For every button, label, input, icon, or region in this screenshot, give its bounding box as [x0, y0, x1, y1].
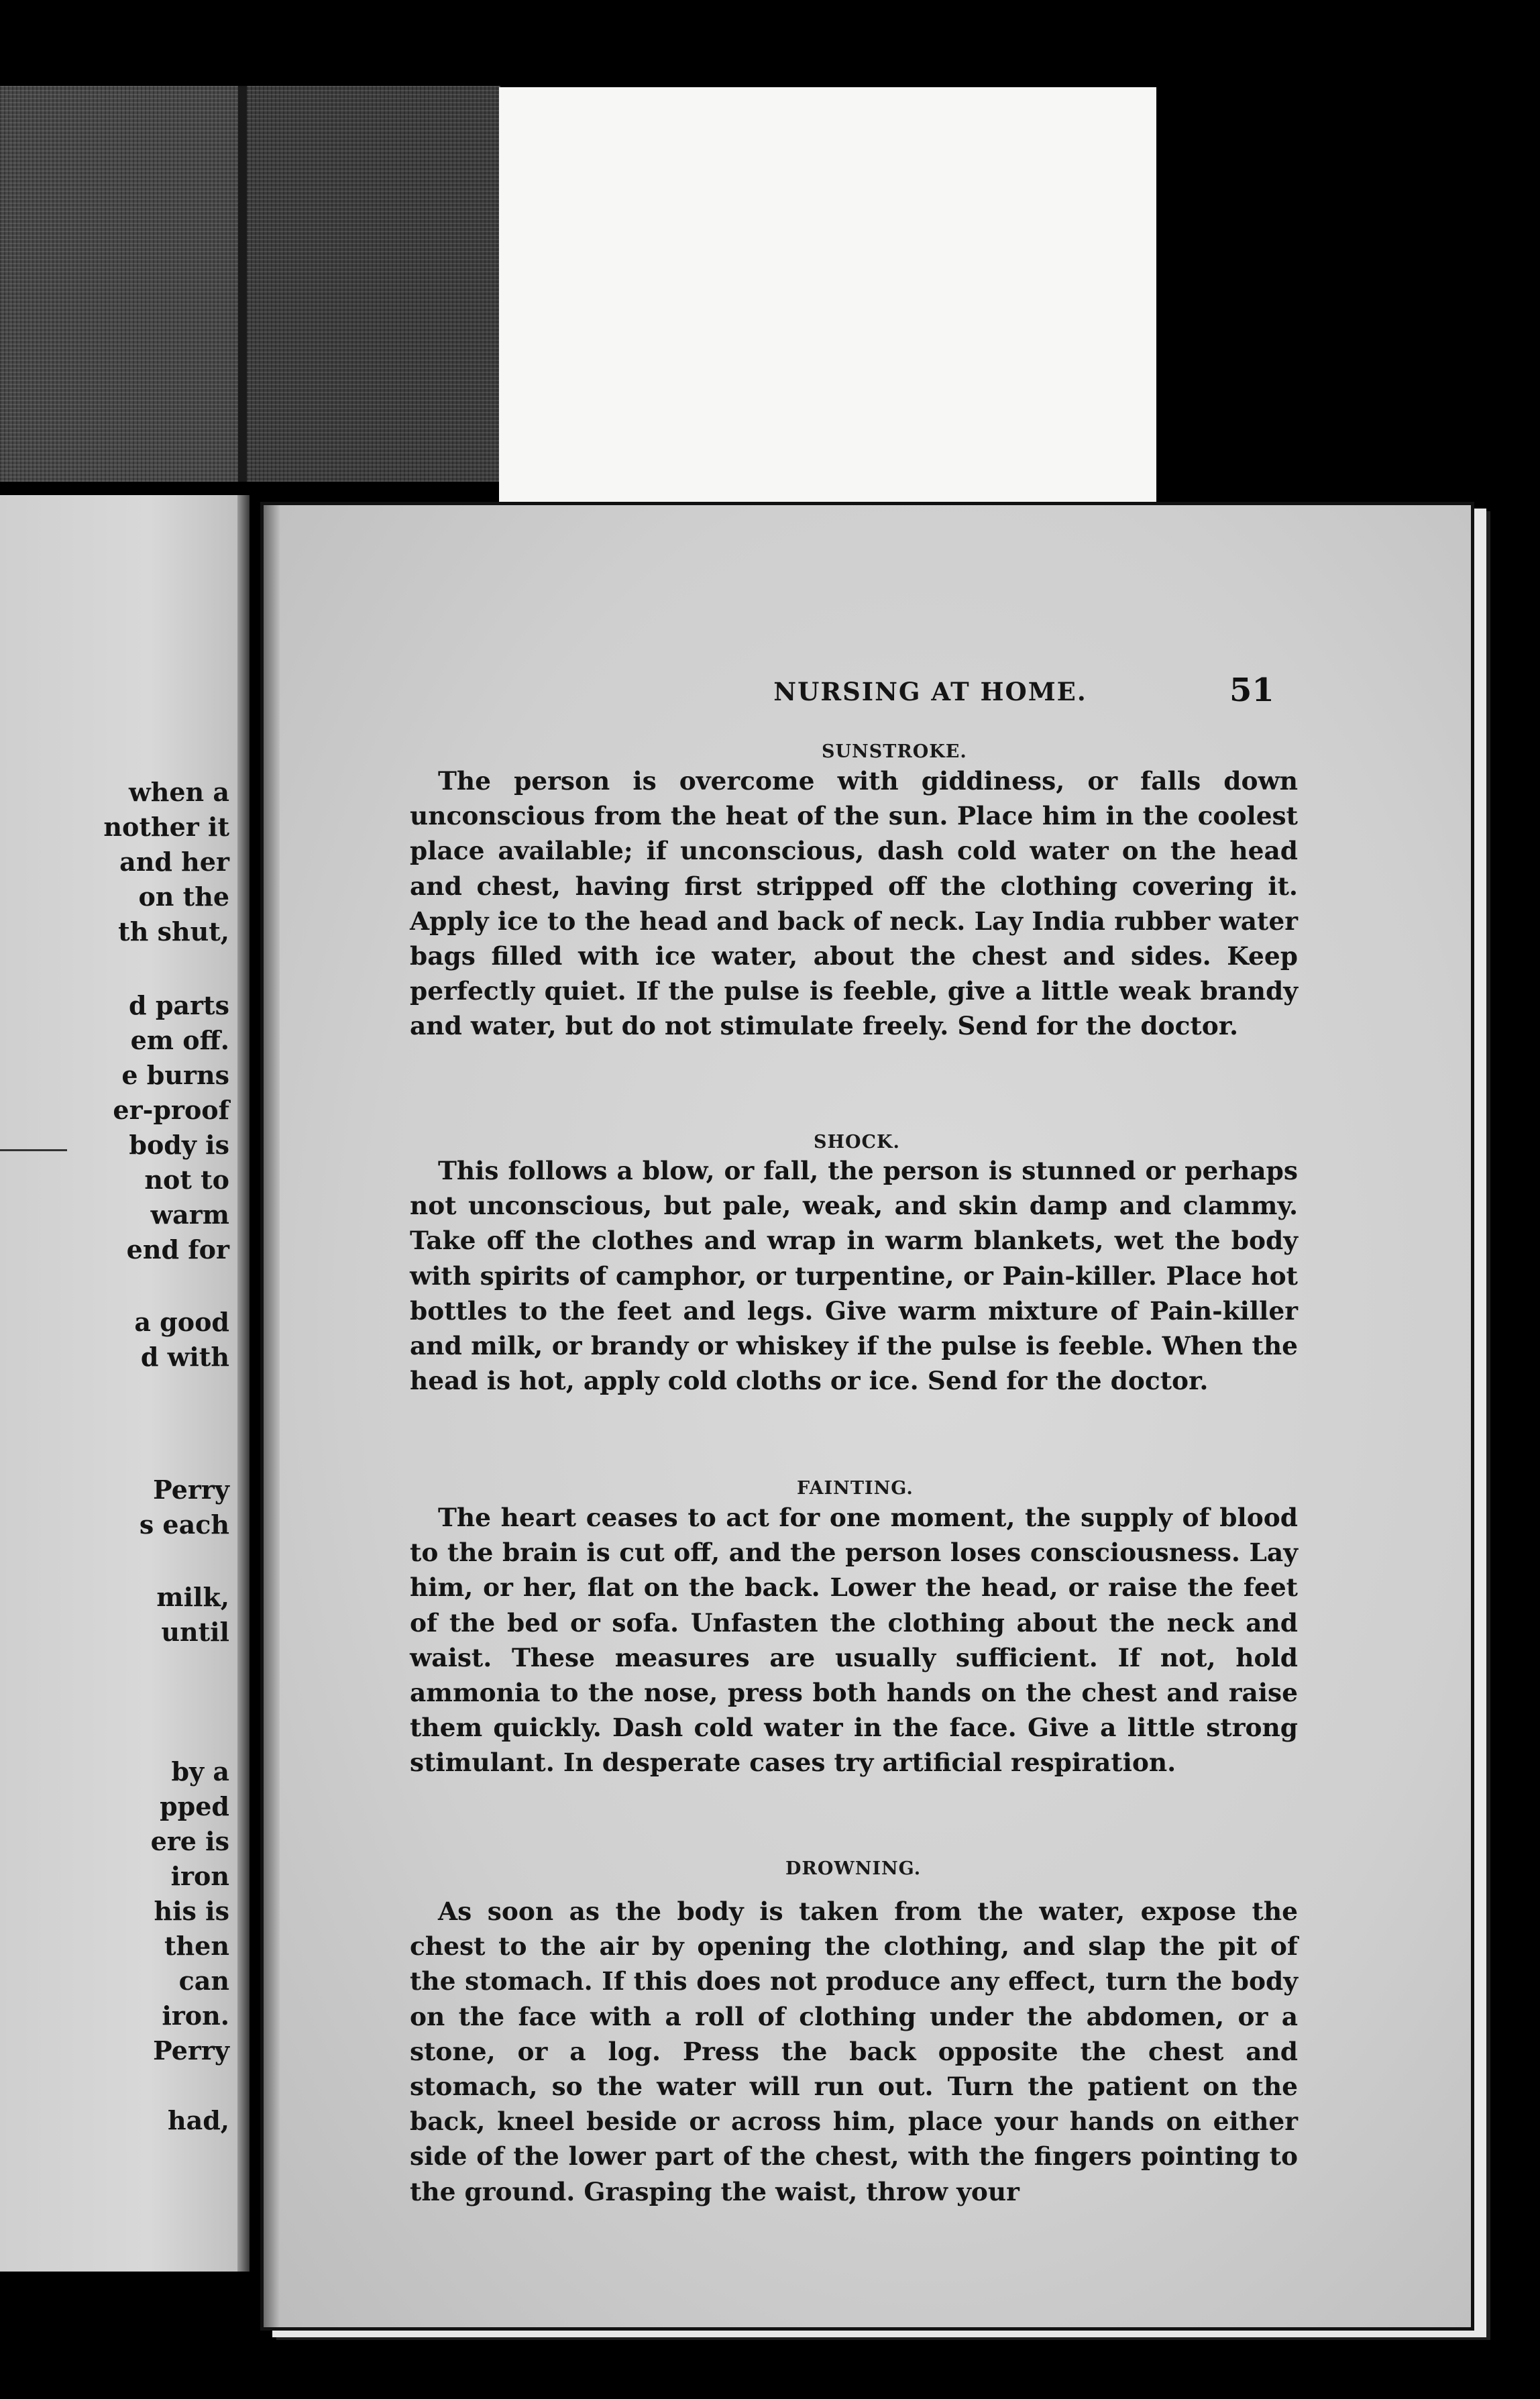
left-text-fragment: e burns — [121, 1060, 229, 1090]
left-text-fragment: then — [164, 1931, 229, 1961]
left-text-fragment: can — [178, 1966, 229, 1996]
left-text-fragment: iron — [170, 1861, 229, 1891]
section-text-drowning: As soon as the body is taken from the water, expose the chest to the air by opening the clothing, and slap the pit of the stomach. If this does not produce any effect, turn the body on the face with a roll of clothing under the abdomen, or a stone, or a log. Press the back opposite the chest and stomach, so the water will run out. Turn the patient on the back, kneel beside or across him, place your hands on either side of the lower part of the chest, with the fingers pointing to the ground. Grasping the waist, throw your — [410, 1897, 1298, 2206]
left-text-fragment: on the — [138, 882, 229, 912]
left-text-fragment: warm — [150, 1200, 229, 1230]
left-text-fragment: Perry — [153, 2035, 229, 2066]
left-text-fragment: had, — [167, 2105, 229, 2135]
section-text-shock: This follows a blow, or fall, the person is stunned or perhaps not unconscious, but pale, weak, and skin damp and clammy. Take off the clothes and wrap in warm blankets, wet the body with spirits of camphor, or turpentine, or Pain-killer. Place hot bottles to the feet and legs. Give warm mixture of Pain-killer and milk, or brandy or whiskey if the pulse is feeble. When the head is hot, apply cold cloths or ice. Send for the doctor. — [410, 1156, 1298, 1396]
left-text-fragment: milk, — [156, 1582, 229, 1612]
left-text-fragment: body is — [129, 1130, 229, 1160]
left-text-fragment: end for — [126, 1234, 229, 1265]
section-text-fainting: The heart ceases to act for one moment, the supply of blood to the brain is cut off, and the person loses consciousness. Lay him, or her, flat on the back. Lower the head, or raise the feet of the bed or sofa. Unfasten the clothing about the neck and waist. These measures are usually sufficient. If not, hold ammonia to the nose, press both hands on the chest and raise them quickly. Dash cold water in the face. Give a little strong stimulant. In desperate cases try artificial respiration. — [410, 1503, 1298, 1778]
left-text-fragment: when a — [129, 777, 229, 807]
left-text-fragment: until — [161, 1617, 229, 1647]
cover-spine-divider — [238, 86, 247, 482]
page-inner-edge — [264, 505, 280, 2327]
section-heading-drowning: DROWNING. — [785, 1858, 922, 1879]
left-text-fragment: his is — [154, 1896, 229, 1926]
left-text-fragment: and her — [119, 847, 229, 877]
running-head: NURSING AT HOME. — [773, 677, 1087, 706]
left-text-fragment: pped — [160, 1791, 229, 1821]
page-gutter — [237, 495, 250, 2272]
left-text-fragment: iron. — [162, 2001, 229, 2031]
left-text-fragment: em off. — [130, 1025, 229, 1055]
left-text-fragment: ere is — [150, 1826, 229, 1856]
left-text-fragment: by a — [171, 1756, 229, 1787]
page-number: 51 — [1229, 672, 1274, 709]
left-text-fragment: th shut, — [118, 916, 229, 947]
book-cover-left — [0, 86, 238, 482]
left-page — [0, 495, 250, 2272]
left-text-fragment: d with — [140, 1342, 229, 1372]
left-text-fragment: nother it — [103, 812, 229, 842]
left-text-fragment: Perry — [153, 1475, 229, 1505]
left-text-fragment: er-proof — [113, 1095, 229, 1125]
right-page — [260, 502, 1474, 2331]
section-heading-sunstroke: SUNSTROKE. — [822, 741, 967, 762]
left-page-rule — [0, 1149, 67, 1151]
section-heading-shock: SHOCK. — [814, 1132, 900, 1153]
section-heading-fainting: FAINTING. — [797, 1478, 914, 1499]
book-cover-right — [247, 86, 500, 482]
paper-insert — [499, 87, 1156, 510]
left-text-fragment: not to — [144, 1165, 229, 1195]
left-text-fragment: s each — [139, 1509, 229, 1540]
left-text-fragment: a good — [134, 1307, 229, 1337]
section-text-sunstroke: The person is overcome with giddiness, or falls down unconscious from the heat of the sun. Place him in the coolest place available; if unconscious, dash cold water on the head and chest, having first stripped off the clothing covering it. Apply ice to the head and back of neck. Lay India rubber water bags filled with ice water, about the chest and sides. Keep perfectly quiet. If the pulse is feeble, give a little weak brandy and water, but do not stimulate freely. Send for the doctor. — [410, 766, 1298, 1041]
left-text-fragment: d parts — [129, 990, 229, 1020]
